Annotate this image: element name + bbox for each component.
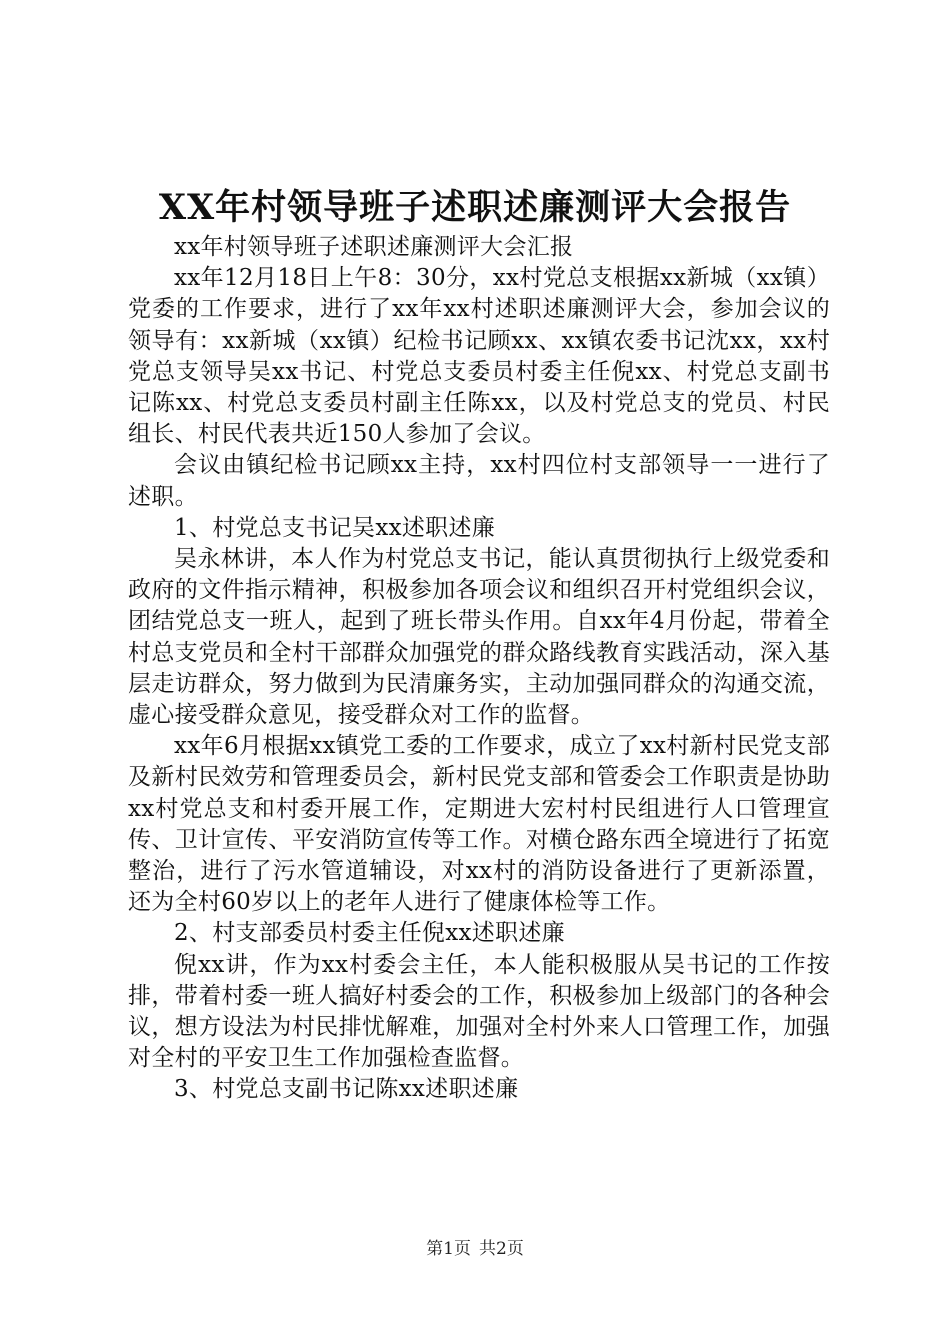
- section-1-paragraph-2: xx年6月根据xx镇党工委的工作要求，成立了xx村新村民党支部及新村民效劳和管理委员会，新村民党支部和管委会工作职责是协助xx村党总支和村委开展工作，定期进大宏村村民组进行人口管理宣传、卫计宣传、平安消防宣传等工作。对横仓路东西全境进行了拓宽整治，进行了污水管道辅设，对xx村的消防设备进行了更新添置，还为全村60岁以上的老年人进行了健康体检等工作。: [128, 733, 830, 916]
- page-number: 第1页: [426, 1239, 471, 1259]
- page-footer: [0, 1238, 950, 1260]
- meeting-intro-paragraph: xx年12月18日上午8：30分，xx村党总支根据xx新城（xx镇）党委的工作要求，进行了xx年xx村述职述廉测评大会，参加会议的领导有：xx新城（xx镇）纪检书记顾xx、xx镇农委书记沈xx，xx村党总支领导吴xx书记、村党总支委员村委主任倪xx、村党总支副书记陈xx、村党总支委员村副主任陈xx，以及村党总支的党员、村民组长、村民代表共近150人参加了会议。: [128, 265, 830, 448]
- section-heading-1: 1、村党总支书记吴xx述职述廉: [174, 514, 496, 541]
- subtitle-paragraph: xx年村领导班子述职述廉测评大会汇报: [174, 234, 574, 260]
- meeting-host-paragraph: 会议由镇纪检书记顾xx主持，xx村四位村支部领导一一进行了述职。: [128, 452, 830, 510]
- section-heading-3: 3、村党总支副书记陈xx述职述廉: [174, 1076, 519, 1103]
- section-1-paragraph-1: 吴永林讲，本人作为村党总支书记，能认真贯彻执行上级党委和政府的文件指示精神，积极参加各项会议和组织召开村党组织会议，团结党总支一班人，起到了班长带头作用。自xx年4月份起，带着全村总支党员和全村干部群众加强党的群众路线教育实践活动，深入基层走访群众，努力做到为民清廉务实，主动加强同群众的沟通交流，虚心接受群众意见，接受群众对工作的监督。: [128, 546, 830, 729]
- section-2-paragraph-1: 倪xx讲，作为xx村委会主任，本人能积极服从吴书记的工作按排，带着村委一班人搞好村委会的工作，积极参加上级部门的各种会议，想方设法为村民排忧解难，加强对全村外来人口管理工作，加强对全村的平安卫生工作加强检查监督。: [128, 951, 830, 1072]
- document-title: XX年村领导班子述职述廉测评大会报告: [158, 187, 792, 228]
- page-total: 共2页: [479, 1239, 524, 1259]
- document-body: [128, 232, 830, 1106]
- section-heading-2: 2、村支部委员村委主任倪xx述职述廉: [174, 920, 565, 947]
